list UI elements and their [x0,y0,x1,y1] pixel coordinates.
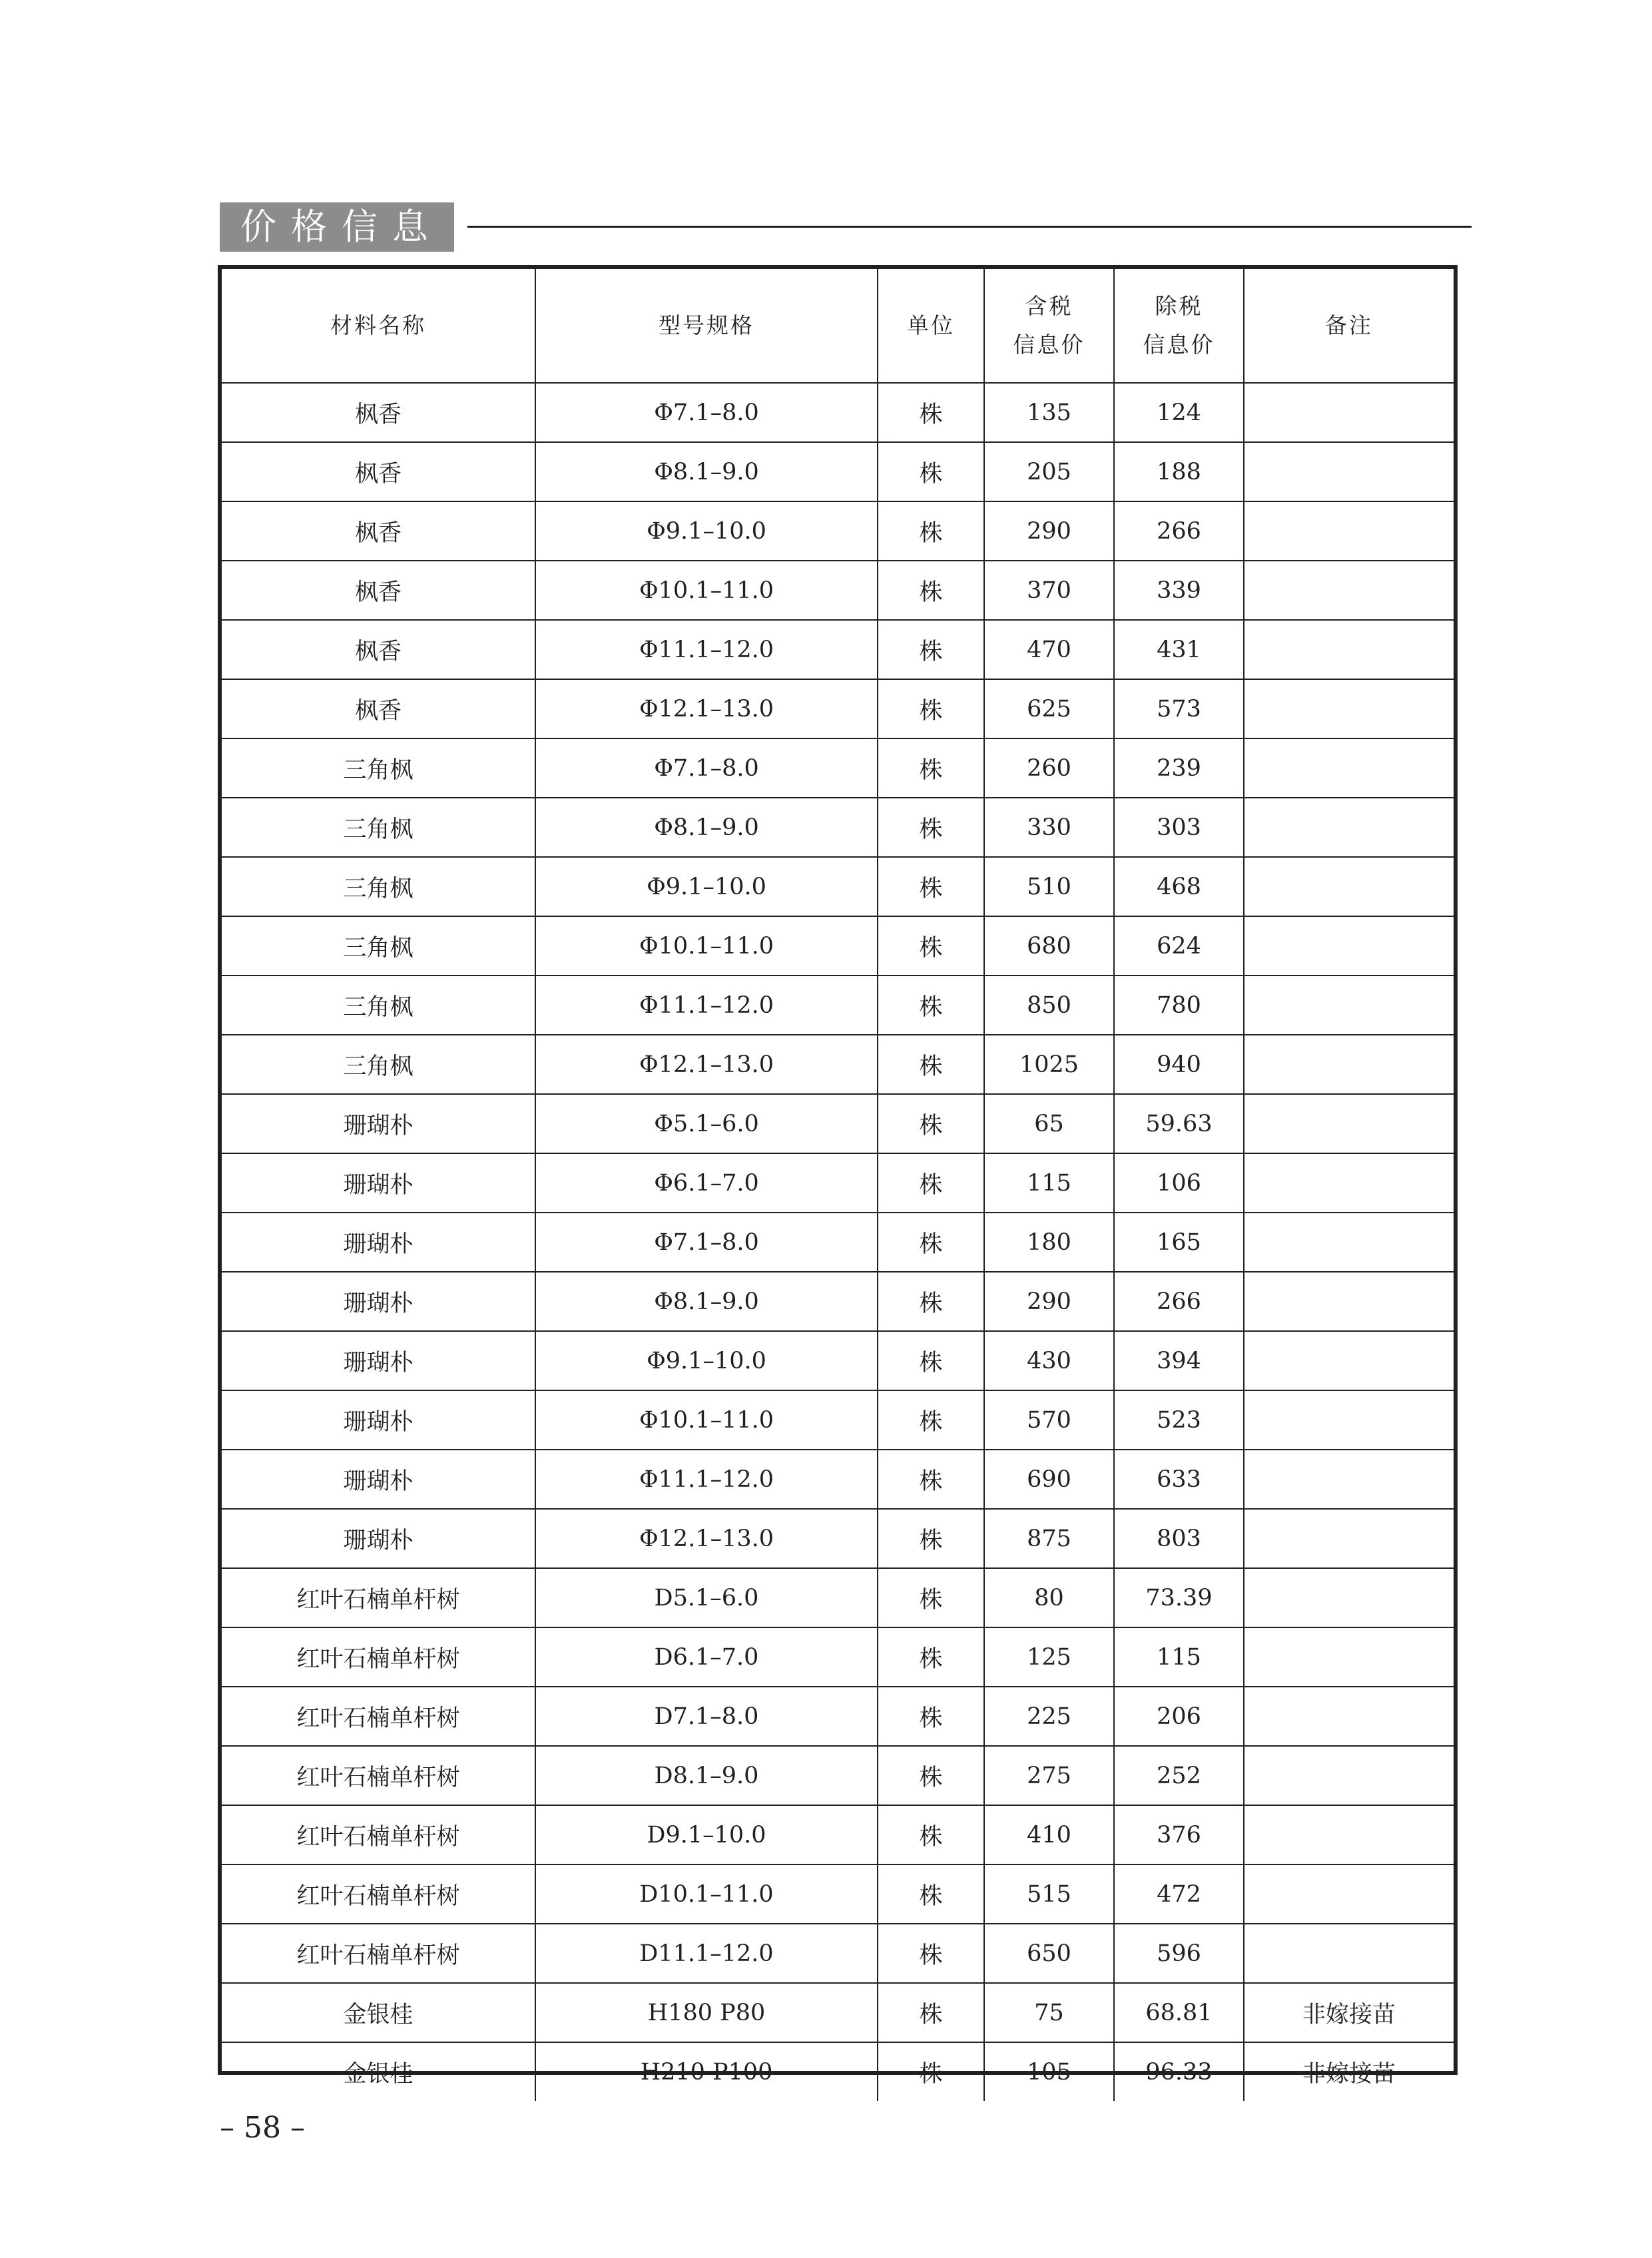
cell-tax-excl-price: 339 [1114,561,1244,620]
cell-note [1244,1864,1454,1924]
cell-spec: Φ7.1–8.0 [535,1213,878,1272]
cell-note [1244,857,1454,916]
cell-material-name: 珊瑚朴 [222,1390,535,1450]
cell-spec: Φ12.1–13.0 [535,1035,878,1094]
cell-tax-excl-price: 239 [1114,738,1244,798]
table-row [222,1390,1454,1450]
cell-spec: D11.1–12.0 [535,1924,878,1983]
table-row [222,1568,1454,1627]
table-row [222,1331,1454,1390]
cell-tax-excl-price: 940 [1114,1035,1244,1094]
header-label: 备注 [1325,312,1373,338]
table-row [222,1864,1454,1924]
cell-tax-excl-price: 266 [1114,501,1244,561]
cell-material-name: 红叶石楠单杆树 [222,1568,535,1627]
cell-material-name: 红叶石楠单杆树 [222,1627,535,1687]
cell-spec: D8.1–9.0 [535,1746,878,1805]
table-row [222,1746,1454,1805]
cell-tax-excl-price: 472 [1114,1864,1244,1924]
table-row [222,1153,1454,1213]
cell-tax-incl-price: 75 [984,1983,1114,2042]
cell-tax-incl-price: 430 [984,1331,1114,1390]
cell-spec: Φ7.1–8.0 [535,383,878,442]
header-label: 单位 [907,312,955,338]
cell-note [1244,561,1454,620]
header-sublabel: 信息价 [1013,332,1085,358]
cell-note [1244,1805,1454,1864]
cell-spec: Φ9.1–10.0 [535,857,878,916]
cell-material-name: 珊瑚朴 [222,1213,535,1272]
cell-tax-incl-price: 650 [984,1924,1114,1983]
cell-spec: D10.1–11.0 [535,1864,878,1924]
cell-material-name: 枫香 [222,383,535,442]
cell-spec: Φ6.1–7.0 [535,1153,878,1213]
cell-note [1244,798,1454,857]
cell-tax-incl-price: 275 [984,1746,1114,1805]
header-note [1244,269,1454,383]
table-row [222,857,1454,916]
cell-spec: Φ10.1–11.0 [535,916,878,976]
cell-unit: 株 [878,679,984,738]
table-row [222,1450,1454,1509]
cell-tax-incl-price: 115 [984,1153,1114,1213]
cell-note [1244,1331,1454,1390]
price-table-frame [218,265,1458,2088]
cell-spec: D5.1–6.0 [535,1568,878,1627]
cell-tax-incl-price: 690 [984,1450,1114,1509]
cell-tax-excl-price: 59.63 [1114,1094,1244,1153]
table-row [222,442,1454,501]
cell-material-name: 红叶石楠单杆树 [222,1805,535,1864]
cell-note [1244,916,1454,976]
cell-tax-excl-price: 624 [1114,916,1244,976]
cell-unit: 株 [878,383,984,442]
table-row [222,1509,1454,1568]
cell-unit: 株 [878,738,984,798]
cell-note [1244,442,1454,501]
header-tax-excl-price [1114,269,1244,383]
cell-tax-excl-price: 780 [1114,976,1244,1035]
cell-note [1244,1450,1454,1509]
cell-material-name: 枫香 [222,679,535,738]
price-table [222,269,1454,2101]
cell-spec: Φ8.1–9.0 [535,1272,878,1331]
header-label: 材料名称 [330,312,426,338]
cell-tax-incl-price: 370 [984,561,1114,620]
cell-material-name: 三角枫 [222,976,535,1035]
section-title: 价格信息 [220,202,454,252]
cell-material-name: 枫香 [222,620,535,679]
cell-material-name: 红叶石楠单杆树 [222,1864,535,1924]
cell-note [1244,620,1454,679]
cell-note [1244,1153,1454,1213]
cell-note [1244,1627,1454,1687]
cell-note [1244,1924,1454,1983]
cell-unit: 株 [878,1450,984,1509]
page-number: – 58 – [220,2111,305,2145]
cell-tax-incl-price: 125 [984,1627,1114,1687]
cell-material-name: 红叶石楠单杆树 [222,1924,535,1983]
cell-tax-excl-price: 523 [1114,1390,1244,1450]
section-header [220,202,1472,252]
cell-tax-incl-price: 80 [984,1568,1114,1627]
table-row [222,1094,1454,1153]
cell-material-name: 珊瑚朴 [222,1331,535,1390]
cell-material-name: 金银桂 [222,1983,535,2042]
cell-note [1244,1509,1454,1568]
table-row [222,798,1454,857]
cell-spec: Φ12.1–13.0 [535,679,878,738]
cell-tax-incl-price: 510 [984,857,1114,916]
cell-tax-excl-price: 596 [1114,1924,1244,1983]
cell-unit: 株 [878,1509,984,1568]
cell-spec: Φ11.1–12.0 [535,1450,878,1509]
header-unit [878,269,984,383]
cell-tax-incl-price: 330 [984,798,1114,857]
cell-unit: 株 [878,857,984,916]
cell-tax-incl-price: 470 [984,620,1114,679]
cell-spec: Φ5.1–6.0 [535,1094,878,1153]
cell-spec: Φ10.1–11.0 [535,561,878,620]
cell-tax-excl-price: 431 [1114,620,1244,679]
table-row [222,1272,1454,1331]
cell-tax-incl-price: 205 [984,442,1114,501]
cell-material-name: 三角枫 [222,1035,535,1094]
cell-unit: 株 [878,1687,984,1746]
cell-spec: Φ11.1–12.0 [535,620,878,679]
cell-unit: 株 [878,1153,984,1213]
cell-tax-excl-price: 165 [1114,1213,1244,1272]
table-row [222,1627,1454,1687]
table-row [222,561,1454,620]
cell-spec: Φ8.1–9.0 [535,442,878,501]
table-row [222,1924,1454,1983]
cell-tax-incl-price: 1025 [984,1035,1114,1094]
cell-material-name: 珊瑚朴 [222,1509,535,1568]
table-row [222,916,1454,976]
cell-unit: 株 [878,1094,984,1153]
table-row [222,1805,1454,1864]
cell-tax-incl-price: 65 [984,1094,1114,1153]
table-row [222,738,1454,798]
cell-tax-excl-price: 266 [1114,1272,1244,1331]
table-row [222,383,1454,442]
cell-material-name: 枫香 [222,442,535,501]
cell-tax-excl-price: 803 [1114,1509,1244,1568]
cell-tax-incl-price: 135 [984,383,1114,442]
cell-tax-excl-price: 252 [1114,1746,1244,1805]
table-body [222,383,1454,2101]
cell-unit: 株 [878,1924,984,1983]
cell-unit: 株 [878,1983,984,2042]
header-tax-incl-price [984,269,1114,383]
cell-material-name: 枫香 [222,561,535,620]
cell-material-name: 珊瑚朴 [222,1153,535,1213]
section-rule [467,226,1472,228]
header-material-name [222,269,535,383]
cell-note [1244,679,1454,738]
cell-spec: D7.1–8.0 [535,1687,878,1746]
cell-tax-incl-price: 410 [984,1805,1114,1864]
cell-unit: 株 [878,1568,984,1627]
cell-material-name: 珊瑚朴 [222,1094,535,1153]
cell-note [1244,976,1454,1035]
cell-spec: D6.1–7.0 [535,1627,878,1687]
cell-tax-incl-price: 225 [984,1687,1114,1746]
cell-unit: 株 [878,561,984,620]
cell-unit: 株 [878,2042,984,2101]
cell-material-name: 珊瑚朴 [222,1272,535,1331]
cell-tax-excl-price: 376 [1114,1805,1244,1864]
cell-material-name: 三角枫 [222,857,535,916]
table-row [222,1687,1454,1746]
table-row [222,501,1454,561]
table-row [222,2042,1454,2101]
cell-material-name: 枫香 [222,501,535,561]
cell-tax-incl-price: 105 [984,2042,1114,2101]
cell-unit: 株 [878,1035,984,1094]
table-row [222,1983,1454,2042]
header-label: 除税 [1155,293,1203,319]
cell-tax-incl-price: 260 [984,738,1114,798]
table-row [222,620,1454,679]
cell-unit: 株 [878,798,984,857]
cell-tax-excl-price: 573 [1114,679,1244,738]
table-row [222,1035,1454,1094]
cell-tax-excl-price: 68.81 [1114,1983,1244,2042]
cell-tax-incl-price: 875 [984,1509,1114,1568]
table-header-row [222,269,1454,383]
cell-note [1244,383,1454,442]
cell-tax-excl-price: 124 [1114,383,1244,442]
header-sublabel: 信息价 [1143,332,1215,358]
header-label: 型号规格 [659,312,754,338]
cell-tax-excl-price: 73.39 [1114,1568,1244,1627]
cell-note [1244,1213,1454,1272]
cell-tax-excl-price: 633 [1114,1450,1244,1509]
cell-tax-incl-price: 515 [984,1864,1114,1924]
cell-material-name: 红叶石楠单杆树 [222,1687,535,1746]
cell-tax-incl-price: 680 [984,916,1114,976]
cell-note [1244,1746,1454,1805]
cell-material-name: 珊瑚朴 [222,1450,535,1509]
cell-spec: Φ10.1–11.0 [535,1390,878,1450]
table-row [222,679,1454,738]
cell-material-name: 三角枫 [222,738,535,798]
cell-unit: 株 [878,976,984,1035]
cell-tax-incl-price: 290 [984,501,1114,561]
cell-tax-incl-price: 180 [984,1213,1114,1272]
cell-unit: 株 [878,1213,984,1272]
cell-unit: 株 [878,1746,984,1805]
cell-material-name: 三角枫 [222,798,535,857]
cell-note [1244,1568,1454,1627]
cell-unit: 株 [878,442,984,501]
cell-unit: 株 [878,1390,984,1450]
cell-tax-incl-price: 850 [984,976,1114,1035]
cell-material-name: 金银桂 [222,2042,535,2101]
header-label: 含税 [1025,293,1073,319]
header-spec [535,269,878,383]
cell-unit: 株 [878,916,984,976]
cell-spec: Φ8.1–9.0 [535,798,878,857]
cell-spec: Φ12.1–13.0 [535,1509,878,1568]
cell-tax-excl-price: 468 [1114,857,1244,916]
cell-unit: 株 [878,1272,984,1331]
cell-unit: 株 [878,1805,984,1864]
cell-tax-incl-price: 290 [984,1272,1114,1331]
cell-tax-excl-price: 96.33 [1114,2042,1244,2101]
cell-spec: Φ9.1–10.0 [535,501,878,561]
cell-unit: 株 [878,1331,984,1390]
cell-tax-excl-price: 106 [1114,1153,1244,1213]
cell-note [1244,1390,1454,1450]
cell-unit: 株 [878,501,984,561]
cell-unit: 株 [878,1627,984,1687]
cell-spec: Φ9.1–10.0 [535,1331,878,1390]
cell-unit: 株 [878,1864,984,1924]
table-row [222,976,1454,1035]
cell-note [1244,501,1454,561]
cell-tax-excl-price: 303 [1114,798,1244,857]
cell-note [1244,738,1454,798]
cell-spec: D9.1–10.0 [535,1805,878,1864]
cell-tax-excl-price: 115 [1114,1627,1244,1687]
cell-note [1244,1035,1454,1094]
cell-material-name: 三角枫 [222,916,535,976]
cell-tax-incl-price: 570 [984,1390,1114,1450]
cell-spec: Φ11.1–12.0 [535,976,878,1035]
cell-note [1244,1094,1454,1153]
cell-spec: Φ7.1–8.0 [535,738,878,798]
cell-material-name: 红叶石楠单杆树 [222,1746,535,1805]
cell-note: 非嫁接苗 [1244,2042,1454,2101]
cell-tax-incl-price: 625 [984,679,1114,738]
cell-note [1244,1272,1454,1331]
cell-spec: H210 P100 [535,2042,878,2101]
cell-unit: 株 [878,620,984,679]
cell-tax-excl-price: 394 [1114,1331,1244,1390]
cell-tax-excl-price: 188 [1114,442,1244,501]
cell-tax-excl-price: 206 [1114,1687,1244,1746]
cell-note: 非嫁接苗 [1244,1983,1454,2042]
table-row [222,1213,1454,1272]
cell-note [1244,1687,1454,1746]
cell-spec: H180 P80 [535,1983,878,2042]
